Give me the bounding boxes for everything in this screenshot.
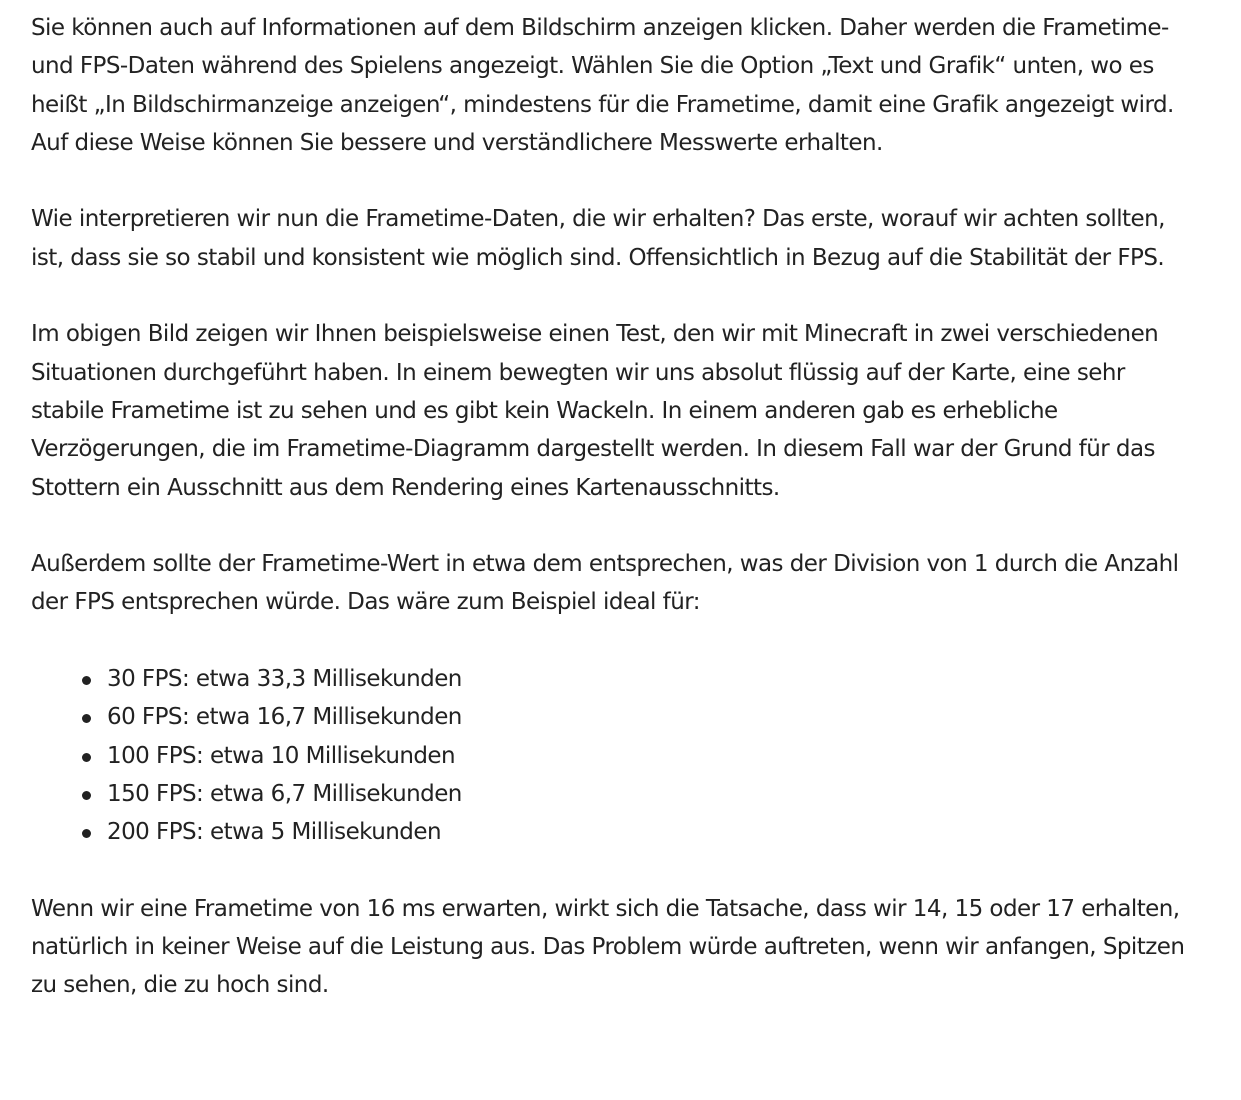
list-item-text: 200 FPS: etwa 5 Millisekunden [107,819,441,846]
list-item [31,660,1191,698]
paragraph-frametime-spikes: Wenn wir eine Frametime von 16 ms erwarten, wirkt sich die Tatsache, dass wir 14, 15 oder 17 erhalten, natürlich in keiner Weise auf die Leistung aus. Das Problem würde auftreten, wenn wir anfangen, Spitzen zu sehen, die zu hoch sind. [31,895,1185,999]
list-item [31,813,1191,851]
paragraph-onscreen-display: Sie können auch auf Informationen auf dem Bildschirm anzeigen klicken. Daher werden die Frametime- und FPS-Daten während des Spielens angezeigt. Wählen Sie die Option „Text und Grafik“ unten, wo es heißt „In Bildschirmanzeige anzeigen“, mindestens für die Frametime, damit eine Grafik angezeigt wird. Auf diese Weise können Sie bessere und verständlichere Messwerte erhalten. [31,15,1174,156]
bullet-icon [82,676,91,685]
list-item [31,775,1191,813]
list-item-text: 60 FPS: etwa 16,7 Millisekunden [107,704,462,731]
list-item [31,737,1191,775]
paragraph-minecraft-test: Im obigen Bild zeigen wir Ihnen beispielsweise einen Test, den wir mit Minecraft in zwei verschiedenen Situationen durchgeführt haben. In einem bewegten wir uns absolut flüssig auf der Karte, eine sehr stabile Frametime ist zu sehen und es gibt kein Wackeln. In einem anderen gab es erhebliche Verzögerungen, die im Frametime-Diagramm dargestellt werden. In diesem Fall war der Grund für das Stottern ein Ausschnitt aus dem Rendering eines Kartenausschnitts. [31,321,1159,501]
list-item-text: 100 FPS: etwa 10 Millisekunden [107,742,456,769]
list-item [31,698,1191,736]
paragraph-interpret-frametime: Wie interpretieren wir nun die Frametime-Daten, die wir erhalten? Das erste, worauf wir achten sollten, ist, dass sie so stabil und konsistent wie möglich sind. Offensichtlich in Bezug auf die Stabilität der FPS. [31,206,1165,271]
list-item-text: 30 FPS: etwa 33,3 Millisekunden [107,666,462,693]
list-item-text: 150 FPS: etwa 6,7 Millisekunden [107,780,462,807]
bullet-icon [82,829,91,838]
fps-frametime-list [31,660,1191,851]
bullet-icon [82,714,91,723]
paragraph-division-rule: Außerdem sollte der Frametime-Wert in etwa dem entsprechen, was der Division von 1 durch die Anzahl der FPS entsprechen würde. Das wäre zum Beispiel ideal für: [31,551,1179,616]
article-body [31,9,1191,1043]
bullet-icon [82,791,91,800]
bullet-icon [82,753,91,762]
